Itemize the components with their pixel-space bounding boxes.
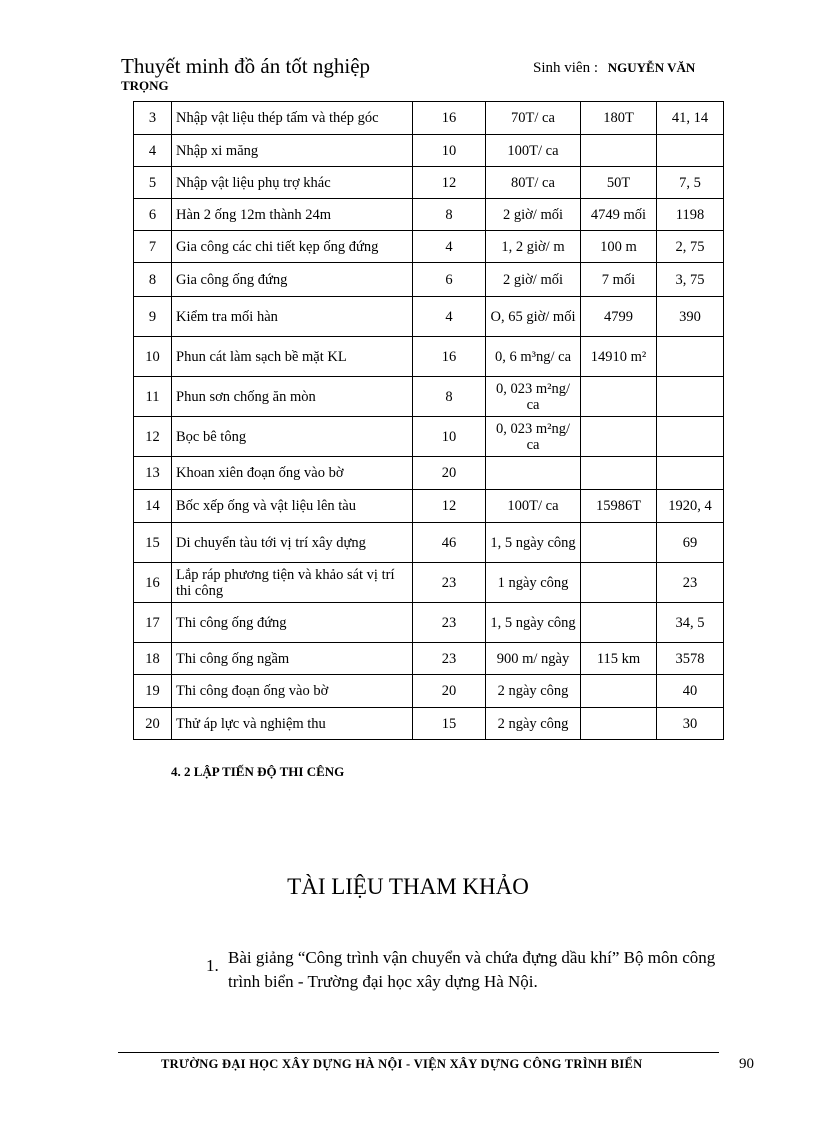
work-total (657, 377, 724, 417)
work-rate: 1, 5 ngày công (486, 523, 581, 563)
work-volume: 115 km (581, 643, 657, 675)
work-rate (486, 457, 581, 490)
work-days: 10 (413, 417, 486, 457)
header-student (533, 60, 695, 77)
work-days: 6 (413, 263, 486, 297)
table-row (134, 523, 724, 563)
work-days: 23 (413, 643, 486, 675)
work-days: 10 (413, 135, 486, 167)
section-heading: 4. 2 LẬP TIẾN ĐỘ THI CÊNG (171, 764, 345, 779)
table-row (134, 603, 724, 643)
work-item-name: Nhập vật liệu phụ trợ khác (172, 167, 413, 199)
work-total: 69 (657, 523, 724, 563)
table-row (134, 675, 724, 708)
table-row (134, 167, 724, 199)
work-total: 2, 75 (657, 231, 724, 263)
work-total: 30 (657, 708, 724, 740)
work-volume (581, 523, 657, 563)
work-rate: 1 ngày công (486, 563, 581, 603)
work-days: 23 (413, 603, 486, 643)
student-name-continued: TRỌNG (121, 78, 169, 93)
work-days: 12 (413, 167, 486, 199)
table-row (134, 135, 724, 167)
work-rate: 2 ngày công (486, 708, 581, 740)
work-rate: 2 giờ/ mối (486, 263, 581, 297)
table-row (134, 377, 724, 417)
work-total: 40 (657, 675, 724, 708)
work-volume: 4799 (581, 297, 657, 337)
work-item-name: Thi công ống đứng (172, 603, 413, 643)
work-item-name: Nhập vật liệu thép tấm và thép góc (172, 102, 413, 135)
table-row (134, 643, 724, 675)
work-volume: 15986T (581, 490, 657, 523)
table-row (134, 563, 724, 603)
work-item-name: Gia công ống đứng (172, 263, 413, 297)
references-title: TÀI LIỆU THAM KHẢO (287, 874, 529, 899)
work-total: 3578 (657, 643, 724, 675)
work-rate: 0, 023 m²ng/ ca (486, 417, 581, 457)
work-days: 20 (413, 457, 486, 490)
work-rate: 100T/ ca (486, 490, 581, 523)
work-total (657, 417, 724, 457)
student-label: Sinh viên : (533, 60, 599, 76)
work-rate: O, 65 giờ/ mối (486, 297, 581, 337)
work-item-name: Bốc xếp ống và vật liệu lên tàu (172, 490, 413, 523)
work-item-name: Kiểm tra mối hàn (172, 297, 413, 337)
work-volume: 7 mối (581, 263, 657, 297)
student-name: NGUYỄN VĂN (607, 60, 696, 75)
work-volume (581, 135, 657, 167)
work-volume: 4749 mối (581, 199, 657, 231)
work-volume (581, 603, 657, 643)
footer-text: TRƯỜNG ĐẠI HỌC XÂY DỰNG HÀ NỘI - VIỆN XÂY DỰNG CÔNG TRÌNH BIỂN (161, 1057, 643, 1071)
work-volume (581, 563, 657, 603)
work-rate: 2 ngày công (486, 675, 581, 708)
work-days: 16 (413, 337, 486, 377)
row-number: 18 (134, 643, 172, 675)
table-row (134, 708, 724, 740)
table-row (134, 417, 724, 457)
work-days: 4 (413, 297, 486, 337)
row-number: 9 (134, 297, 172, 337)
work-rate: 70T/ ca (486, 102, 581, 135)
footer-rule (118, 1052, 719, 1053)
work-rate: 2 giờ/ mối (486, 199, 581, 231)
work-item-name: Di chuyển tàu tới vị trí xây dựng (172, 523, 413, 563)
reference-number: 1. (206, 956, 219, 975)
work-total (657, 337, 724, 377)
work-days: 23 (413, 563, 486, 603)
work-total: 1198 (657, 199, 724, 231)
table-row (134, 102, 724, 135)
row-number: 4 (134, 135, 172, 167)
work-item-name: Thi công ống ngầm (172, 643, 413, 675)
work-total: 1920, 4 (657, 490, 724, 523)
work-rate: 0, 6 m³ng/ ca (486, 337, 581, 377)
table-row (134, 297, 724, 337)
table-row (134, 231, 724, 263)
work-volume: 50T (581, 167, 657, 199)
work-volume: 14910 m² (581, 337, 657, 377)
work-total: 23 (657, 563, 724, 603)
work-total: 390 (657, 297, 724, 337)
work-rate: 100T/ ca (486, 135, 581, 167)
row-number: 10 (134, 337, 172, 377)
work-days: 8 (413, 199, 486, 231)
work-days: 46 (413, 523, 486, 563)
row-number: 7 (134, 231, 172, 263)
reference-item (206, 946, 746, 994)
work-rate: 80T/ ca (486, 167, 581, 199)
work-days: 4 (413, 231, 486, 263)
work-rate: 1, 2 giờ/ m (486, 231, 581, 263)
row-number: 3 (134, 102, 172, 135)
table-row (134, 457, 724, 490)
work-volume: 100 m (581, 231, 657, 263)
row-number: 13 (134, 457, 172, 490)
work-total: 7, 5 (657, 167, 724, 199)
work-total (657, 457, 724, 490)
row-number: 6 (134, 199, 172, 231)
work-rate: 900 m/ ngày (486, 643, 581, 675)
row-number: 16 (134, 563, 172, 603)
work-item-name: Gia công các chi tiết kẹp ống đứng (172, 231, 413, 263)
table-row (134, 199, 724, 231)
table-row (134, 263, 724, 297)
work-schedule-table (133, 101, 724, 740)
work-days: 8 (413, 377, 486, 417)
row-number: 14 (134, 490, 172, 523)
work-total (657, 135, 724, 167)
row-number: 12 (134, 417, 172, 457)
work-item-name: Thi công đoạn ống vào bờ (172, 675, 413, 708)
row-number: 11 (134, 377, 172, 417)
row-number: 20 (134, 708, 172, 740)
work-item-name: Phun sơn chống ăn mòn (172, 377, 413, 417)
work-item-name: Hàn 2 ống 12m thành 24m (172, 199, 413, 231)
reference-text: Bài giảng “Công trình vận chuyển và chứa đựng dầu khí” Bộ môn công trình biển - Trường đại học xây dựng Hà Nội. (228, 948, 716, 991)
work-days: 15 (413, 708, 486, 740)
work-volume (581, 675, 657, 708)
table-row (134, 490, 724, 523)
work-item-name: Khoan xiên đoạn ống vào bờ (172, 457, 413, 490)
work-total: 34, 5 (657, 603, 724, 643)
header-title: Thuyết minh đồ án tốt nghiệp (121, 54, 371, 78)
work-rate: 0, 023 m²ng/ ca (486, 377, 581, 417)
work-volume: 180T (581, 102, 657, 135)
work-item-name: Bọc bê tông (172, 417, 413, 457)
work-volume (581, 417, 657, 457)
work-item-name: Nhập xi măng (172, 135, 413, 167)
work-days: 12 (413, 490, 486, 523)
work-item-name: Lắp ráp phương tiện và khảo sát vị trí thi công (172, 563, 413, 603)
work-days: 20 (413, 675, 486, 708)
row-number: 19 (134, 675, 172, 708)
row-number: 15 (134, 523, 172, 563)
table-row (134, 337, 724, 377)
row-number: 5 (134, 167, 172, 199)
work-volume (581, 708, 657, 740)
work-total: 41, 14 (657, 102, 724, 135)
work-days: 16 (413, 102, 486, 135)
work-rate: 1, 5 ngày công (486, 603, 581, 643)
row-number: 8 (134, 263, 172, 297)
work-item-name: Thử áp lực và nghiệm thu (172, 708, 413, 740)
work-volume (581, 377, 657, 417)
row-number: 17 (134, 603, 172, 643)
work-item-name: Phun cát làm sạch bề mặt KL (172, 337, 413, 377)
page-number: 90 (739, 1056, 754, 1072)
work-volume (581, 457, 657, 490)
work-total: 3, 75 (657, 263, 724, 297)
